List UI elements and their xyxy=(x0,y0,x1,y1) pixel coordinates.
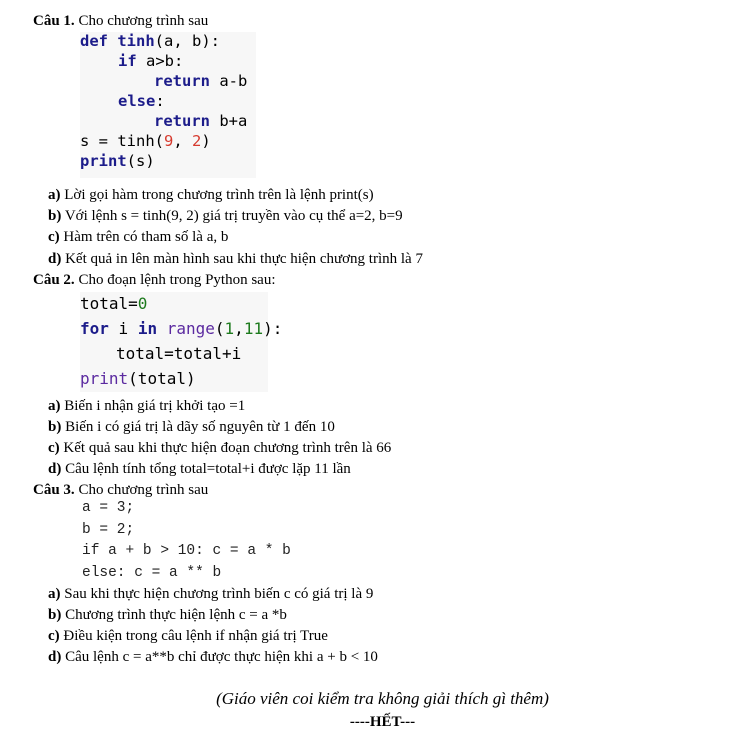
question-3-label: Câu 3. xyxy=(33,482,75,498)
end-marker: ----HẾT--- xyxy=(349,714,416,730)
q2-option-b: b) Biến i có giá trị là dãy số nguyên từ 1 đến 10 xyxy=(48,419,335,435)
question-2-label: Câu 2. xyxy=(33,272,75,288)
code-line: total=total+i xyxy=(116,344,242,363)
code-line: if a>b: xyxy=(118,52,184,70)
q2-option-a: a) Biến i nhận giá trị khởi tạo =1 xyxy=(48,398,246,414)
question-2-heading xyxy=(33,272,276,289)
question-3-text: Cho chương trình sau xyxy=(74,482,209,498)
code-line: total=0 xyxy=(80,294,148,313)
question-1-text: Cho chương trình sau xyxy=(74,13,209,29)
code-line: return a-b xyxy=(154,72,248,90)
code-line: else: c = a ** b xyxy=(82,565,222,581)
question-3-heading xyxy=(33,482,208,499)
question-3-code-block xyxy=(82,500,322,586)
code-line: return b+a xyxy=(154,112,248,130)
question-2-text: Cho đoạn lệnh trong Python sau: xyxy=(74,272,276,288)
q3-option-a: a) Sau khi thực hiện chương trình biến c có giá trị là 9 xyxy=(48,586,374,602)
question-1-label: Câu 1. xyxy=(33,13,75,29)
code-line: else: xyxy=(118,92,165,110)
code-line: b = 2; xyxy=(82,522,135,538)
q1-option-a: a) Lời gọi hàm trong chương trình trên là lệnh print(s) xyxy=(48,187,374,203)
q3-option-c: c) Điều kiện trong câu lệnh if nhận giá trị True xyxy=(48,628,328,644)
q1-option-c: c) Hàm trên có tham số là a, b xyxy=(48,229,229,245)
q1-option-d: d) Kết quả in lên màn hình sau khi thực hiện chương trình là 7 xyxy=(48,251,423,267)
code-line: print(s) xyxy=(80,152,155,170)
q2-option-c: c) Kết quả sau khi thực hiện đoạn chương trình trên là 66 xyxy=(48,440,392,456)
code-line: for i in range(1,11): xyxy=(80,319,283,338)
q3-option-d: d) Câu lệnh c = a**b chỉ được thực hiện khi a + b < 10 xyxy=(48,649,378,665)
code-line: def tinh(a, b): xyxy=(80,32,220,50)
code-line: a = 3; xyxy=(82,500,135,516)
question-1-heading xyxy=(33,13,208,30)
q1-option-b: b) Với lệnh s = tinh(9, 2) giá trị truyền vào cụ thể a=2, b=9 xyxy=(48,208,403,224)
q3-option-b: b) Chương trình thực hiện lệnh c = a *b xyxy=(48,607,287,623)
question-1-code-block xyxy=(80,32,256,178)
question-2-code-block xyxy=(80,292,283,392)
code-line: print(total) xyxy=(80,369,196,388)
code-line: s = tinh(9, 2) xyxy=(80,132,211,150)
q2-option-d: d) Câu lệnh tính tổng total=total+i được lặp 11 lần xyxy=(48,461,351,477)
footer-note: (Giáo viên coi kiểm tra không giải thích gì thêm) xyxy=(216,689,549,708)
code-line: if a + b > 10: c = a * b xyxy=(82,543,291,559)
